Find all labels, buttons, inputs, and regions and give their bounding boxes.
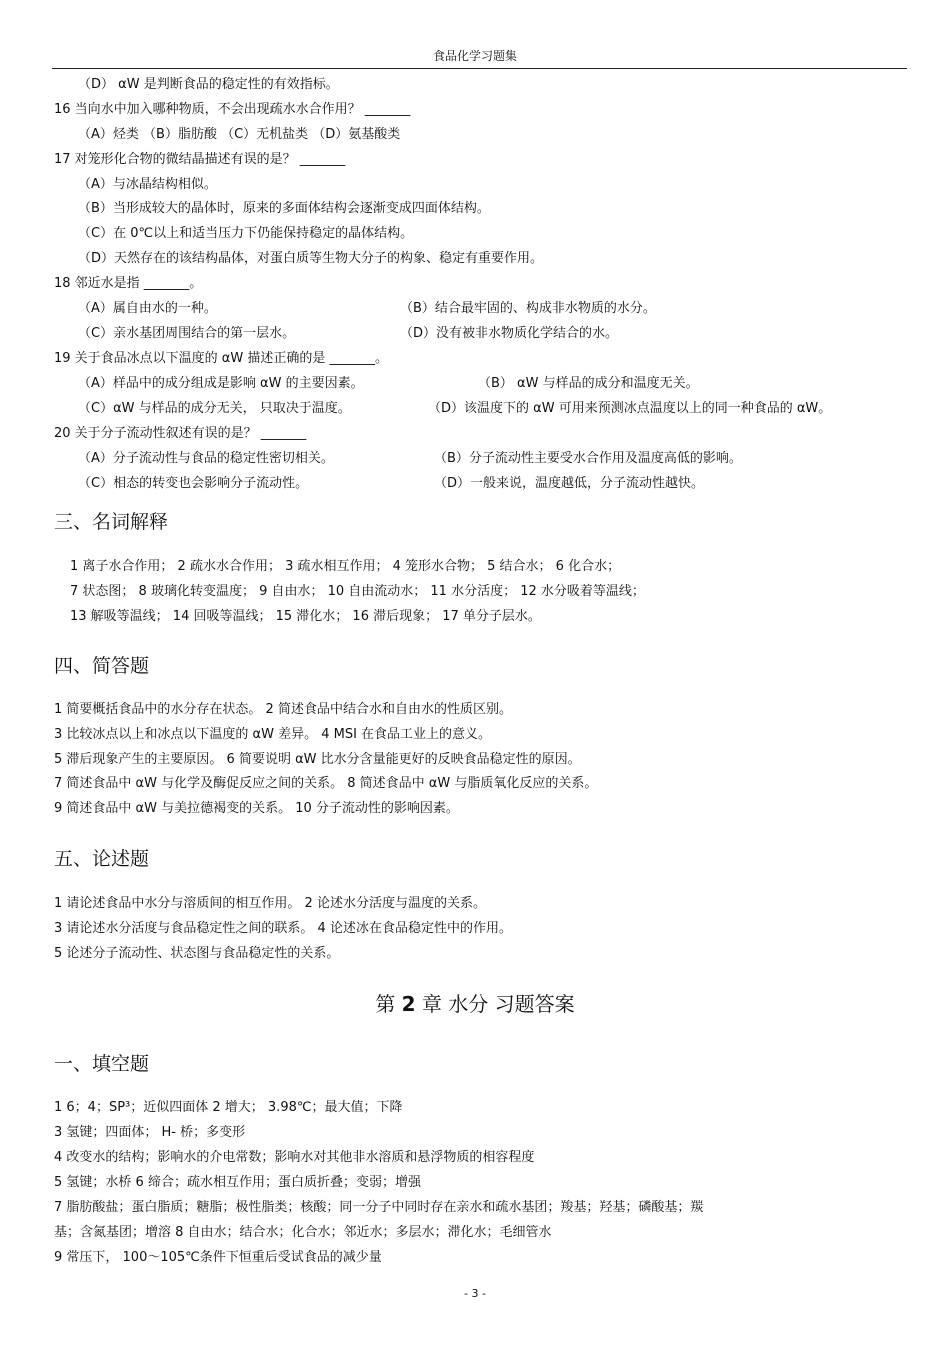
question-16: 16 当向水中加入哪种物质，不会出现疏水水合作用？ _______	[54, 102, 411, 117]
question-18: 18 邻近水是指 _______。	[54, 276, 203, 291]
question-19-option-a: （A）样品中的成分组成是影响 αW 的主要因素。	[78, 376, 364, 391]
section-title-essay: 五、论述题	[54, 848, 150, 870]
answer-line-4: 5 氢键；水桥 6 缔合；疏水相互作用；蛋白质折叠；变弱；增强	[54, 1175, 421, 1190]
short-answer-line-2: 3 比较冰点以上和冰点以下温度的 αW 差异。 4 MSI 在食品工业上的意义。	[54, 727, 492, 742]
short-answer-line-1: 1 简要概括食品中的水分存在状态。 2 简述食品中结合水和自由水的性质区别。	[54, 702, 512, 717]
chapter-title	[0, 988, 950, 1017]
question-17-option-a: （A）与冰晶结构相似。	[78, 177, 217, 192]
question-18-option-d: （D）没有被非水物质化学结合的水。	[400, 326, 619, 341]
answer-line-7: 9 常压下， 100～105℃条件下恒重后受试食品的减少量	[54, 1250, 382, 1265]
answer-line-6: 基；含氮基团；增溶 8 自由水；结合水；化合水；邻近水；多层水；滞化水；毛细管水	[54, 1225, 552, 1240]
section-title-short-answer: 四、简答题	[54, 655, 150, 677]
question-17: 17 对笼形化合物的微结晶描述有误的是？ _______	[54, 152, 346, 167]
question-20-option-c: （C）相态的转变也会影响分子流动性。	[78, 476, 309, 491]
essay-line-3: 5 论述分子流动性、状态图与食品稳定性的关系。	[54, 946, 340, 961]
section-title-fill-blank: 一、填空题	[54, 1053, 150, 1075]
question-19-option-b: （B） αW 与样品的成分和温度无关。	[478, 376, 699, 391]
terms-line-1: 1 离子水合作用； 2 疏水水合作用； 3 疏水相互作用； 4 笼形水合物； 5 结合水； 6 化合水；	[70, 559, 621, 574]
answer-line-5: 7 脂肪酸盐；蛋白脂质；糖脂；极性脂类；核酸；同一分子中同时存在亲水和疏水基团；羧基；羟基；磷酸基；羰	[54, 1200, 704, 1215]
question-18-option-b: （B）结合最牢固的、构成非水物质的水分。	[400, 301, 656, 316]
chapter-number: 2	[401, 992, 416, 1016]
question-17-option-c: （C）在 0℃以上和适当压力下仍能保持稳定的晶体结构。	[78, 226, 414, 241]
question-20-option-a: （A）分子流动性与食品的稳定性密切相关。	[78, 451, 334, 466]
question-20-option-d: （D）一般来说，温度越低，分子流动性越快。	[434, 476, 705, 491]
question-19-option-d: （D）该温度下的 αW 可用来预测冰点温度以上的同一种食品的 αW。	[428, 401, 832, 416]
question-19-option-c: （C）αW 与样品的成分无关， 只取决于温度。	[78, 401, 351, 416]
question-16-options: （A）烃类 （B）脂肪酸 （C）无机盐类 （D）氨基酸类	[78, 127, 401, 142]
question-19: 19 关于食品冰点以下温度的 αW 描述正确的是 _______。	[54, 351, 388, 366]
answer-line-3: 4 改变水的结构；影响水的介电常数；影响水对其他非水溶质和悬浮物质的相容程度	[54, 1150, 535, 1165]
essay-line-2: 3 请论述水分活度与食品稳定性之间的联系。 4 论述冰在食品稳定性中的作用。	[54, 921, 512, 936]
terms-line-3: 13 解吸等温线； 14 回吸等温线； 15 滞化水； 16 滞后现象； 17 单分子层水。	[70, 609, 541, 624]
question-20-option-b: （B）分子流动性主要受水合作用及温度高低的影响。	[434, 451, 742, 466]
header-rule	[52, 68, 907, 69]
section-title-terms: 三、名词解释	[54, 511, 169, 533]
answer-line-1: 1 6；4；SP³；近似四面体 2 增大； 3.98℃；最大值；下降	[54, 1100, 403, 1115]
question-20: 20 关于分子流动性叙述有误的是？ _______	[54, 426, 307, 441]
question-17-option-d: （D）天然存在的该结构晶体，对蛋白质等生物大分子的构象、稳定有重要作用。	[78, 251, 544, 266]
chapter-title-prefix: 第	[375, 992, 402, 1016]
question-18-option-c: （C）亲水基团周围结合的第一层水。	[78, 326, 296, 341]
option-d-prev: （D） αW 是判断食品的稳定性的有效指标。	[78, 77, 339, 92]
page-number: - 3 -	[464, 1287, 486, 1300]
question-17-option-b: （B）当形成较大的晶体时，原来的多面体结构会逐渐变成四面体结构。	[78, 201, 490, 216]
short-answer-line-4: 7 简述食品中 αW 与化学及酶促反应之间的关系。 8 简述食品中 αW 与脂质氧化反应的关系。	[54, 776, 598, 791]
terms-line-2: 7 状态图； 8 玻璃化转变温度； 9 自由水； 10 自由流动水； 11 水分活度； 12 水分吸着等温线；	[70, 584, 645, 599]
short-answer-line-5: 9 简述食品中 αW 与美拉德褐变的关系。 10 分子流动性的影响因素。	[54, 801, 459, 816]
chapter-title-suffix: 章 水分 习题答案	[415, 992, 575, 1016]
short-answer-line-3: 5 滞后现象产生的主要原因。 6 简要说明 αW 比水分含量能更好的反映食品稳定性的原因。	[54, 752, 581, 767]
essay-line-1: 1 请论述食品中水分与溶质间的相互作用。 2 论述水分活度与温度的关系。	[54, 896, 486, 911]
running-header: 食品化学习题集	[432, 49, 517, 63]
question-18-option-a: （A）属自由水的一种。	[78, 301, 217, 316]
answer-line-2: 3 氢键；四面体； H- 桥；多变形	[54, 1125, 246, 1140]
